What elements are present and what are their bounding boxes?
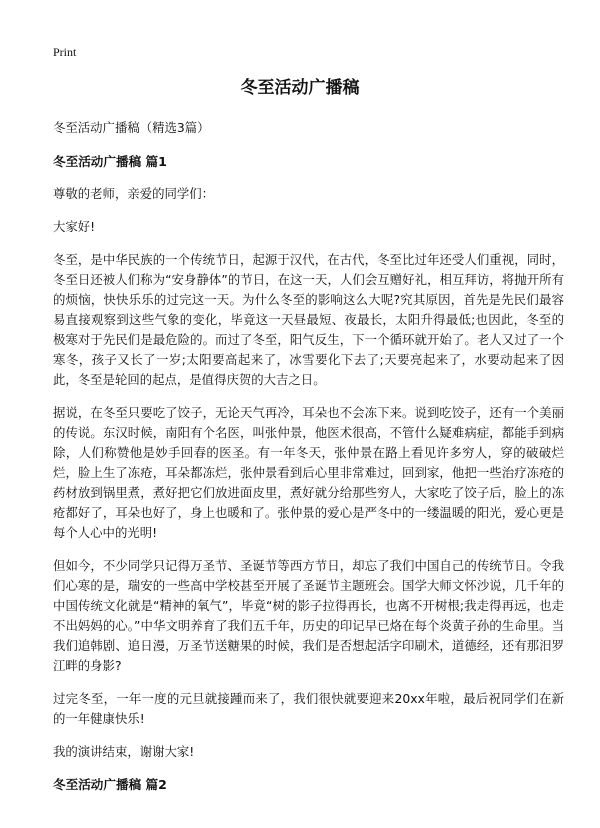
greeting-paragraph: 大家好! [53,219,96,234]
section-heading-2: 冬至活动广播稿 篇2 [53,777,167,792]
body-paragraph-2: 据说，在冬至只要吃了饺子，无论天气再冷，耳朵也不会冻下来。说到吃饺子，还有一个美丽的传说。东汉时候，南阳有个名医，叫张仲景，他医术很高，不管什么疑难病症，都能手到病除，人们称赞他是妙手回春的医圣。有一年冬天，张仲景在路上看见许多穷人，穿的破破烂烂，脸上生了冻疮，耳朵都冻烂，张仲景看到后心里非常难过，回到家，他把一些治疗冻疮的药材放到锅里煮，煮好把它们放进面皮里，煮好就分给那些穷人，大家吃了饺子后，脸上的冻疮都好了，耳朵也好了，身上也暖和了。张仲景的爱心是严冬中的一缕温暖的阳光，爱心更是每个人心中的光明! [53,405,564,540]
body-paragraph-1: 冬至，是中华民族的一个传统节日，起源于汉代，在古代，冬至比过年还受人们重视，同时，冬至日还被人们称为“安身静体”的节日，在这一天，人们会互赠好礼，相互拜访，将抛开所有的烦恼，快快乐乐的过完这一天。为什么冬至的影响这么大呢?究其原因，首先是先民们最容易直接观察到这些气象的变化，毕竟这一天昼最短、夜最长，太阳升得最低;也因此，冬至的极寒对于先民们是最危险的。而过了冬至，阳气反生，下一个循环就开始了。老人又过了一个寒冬，孩子又长了一岁;太阳要高起来了，冰雪要化下去了;天要亮起来了，水要动起来了因此，冬至是轮回的起点，是值得庆贺的大吉之日。 [53,252,564,387]
body-paragraph-4: 过完冬至，一年一度的元旦就接踵而来了，我们很快就要迎来20xx年啦，最后祝同学们在新的一年健康快乐! [53,691,564,726]
print-link[interactable]: Print [53,45,77,59]
closing-paragraph: 我的演讲结束，谢谢大家! [53,744,195,759]
document-body [53,118,564,807]
body-paragraph-3: 但如今，不少同学只记得万圣节、圣诞节等西方节日，却忘了我们中国自己的传统节日。令我们心寒的是，瑞安的一些高中学校甚至开展了圣诞节主题班会。国学大师文怀沙说，几千年的中国传统文化就是“精神的氧气”，毕竟“树的影子拉得再长，也离不开树根;我走得再远，也走不出妈妈的心。”中华文明养育了我们五千年，历史的印记早已烙在每个炎黄子孙的生命里。当我们追韩剧、追日漫，万圣节送糖果的时候，我们是否想起活字印刷术，道德经，还有那汨罗江畔的身影? [53,558,564,673]
salutation-paragraph: 尊敬的老师，亲爱的同学们： [53,186,215,201]
document-subtitle: 冬至活动广播稿（精选3篇） [53,120,210,135]
page-title: 冬至活动广播稿 [240,78,360,98]
section-heading-1: 冬至活动广播稿 篇1 [53,154,167,169]
